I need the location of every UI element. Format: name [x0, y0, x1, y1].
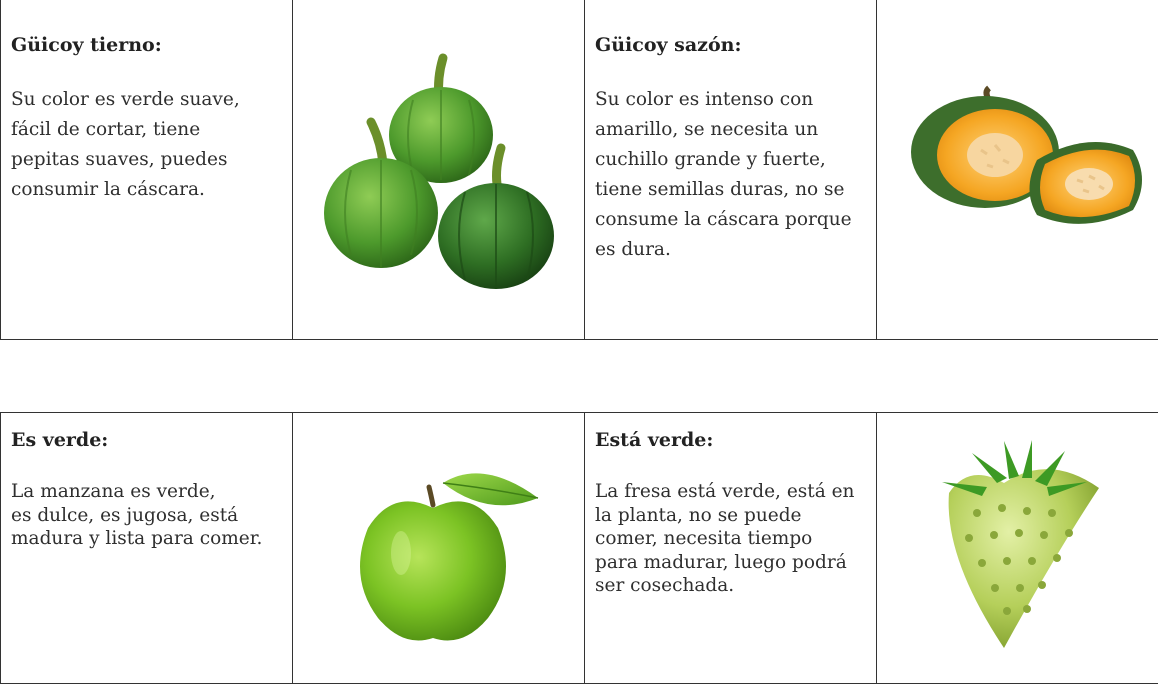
- comparison-table-top: [0, 0, 1158, 340]
- young-squash-image: [293, 0, 584, 339]
- cell-heading: Güicoy tierno:: [11, 33, 282, 57]
- mature-pumpkin-image: [877, 0, 1158, 339]
- green-apple-text-cell: [1, 413, 293, 684]
- table-row: [1, 413, 1158, 684]
- table-row: [1, 0, 1158, 340]
- cell-heading: Es verde:: [11, 428, 282, 452]
- cell-description: La fresa está verde, está en la planta, no se puede comer, necesita tiempo para madurar, luego podrá ser cosechada.: [595, 480, 866, 598]
- unripe-strawberry-image: [877, 413, 1158, 683]
- cell-description: La manzana es verde, es dulce, es jugosa, está madura y lista para comer.: [11, 480, 282, 551]
- cell-heading: Está verde:: [595, 428, 866, 452]
- cell-description: Su color es verde suave, fácil de cortar, tiene pepitas suaves, puedes consumir la cáscara.: [11, 85, 282, 205]
- young-squash-text-cell: [1, 0, 293, 340]
- unripe-strawberry-image-cell: [877, 413, 1158, 684]
- green-apple-image-cell: [293, 413, 585, 684]
- green-apple-image: [293, 413, 584, 683]
- mature-pumpkin-text-cell: [585, 0, 877, 340]
- cell-heading: Güicoy sazón:: [595, 33, 866, 57]
- young-squash-image-cell: [293, 0, 585, 340]
- mature-pumpkin-image-cell: [877, 0, 1158, 340]
- comparison-table-bottom: [0, 412, 1158, 684]
- unripe-strawberry-text-cell: [585, 413, 877, 684]
- cell-description: Su color es intenso con amarillo, se necesita un cuchillo grande y fuerte, tiene semillas duras, no se consume la cáscara porque es dura.: [595, 85, 866, 265]
